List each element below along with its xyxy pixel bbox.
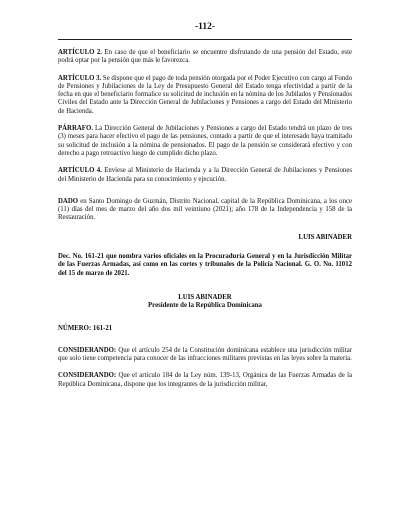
considerando-1-text: Que el artículo 254 de la Constitución dominicana establece una jurisdicción militar que solo tiene competencia para conocer de las infracciones militares previstas en las leyes sobre la materia.: [58, 346, 352, 363]
article-4-label: ARTÍCULO 4.: [58, 167, 102, 175]
page-number: -112-: [194, 22, 216, 32]
article-4: [58, 167, 352, 184]
article-2: [58, 49, 352, 66]
considerando-2: [58, 372, 352, 389]
dado-text: en Santo Domingo de Guzmán, Distrito Nacional, capital de la República Dominicana, a los once (11) días del mes de marzo del año dos mil veintiuno (2021); año 178 de la Independencia y 158 de la Restauración.: [58, 197, 352, 222]
article-4-text: Envíese al Ministerio de Hacienda y a la Dirección General de Jubilaciones y Pensiones del Ministerio de Hacienda para su conocimiento y ejecución.: [58, 167, 352, 183]
considerando-2-label: CONSIDERANDO:: [58, 372, 117, 380]
considerando-2-text: Que el artículo 184 de la Ley núm. 139-13, Orgánica de las Fuerzas Armadas de la República Dominicana, dispone que los integrantes de la jurisdicción militar,: [58, 372, 352, 388]
dado-clause: [58, 198, 352, 223]
article-3-label: ARTÍCULO 3.: [58, 74, 102, 82]
signature: LUIS ABINADER: [298, 233, 352, 241]
considerando-1-label: CONSIDERANDO:: [58, 346, 117, 354]
article-2-text: En caso de que el beneficiario se encuentre disfrutando de una pensión del Estado, este podrá optar por la pensión que más le favorezca.: [58, 49, 352, 65]
paragraph-text: La Dirección General de Jubilaciones y Pensiones a cargo del Estado tendrá un plazo de tres (3) meses para hacer efectivo el pago de las pensiones, contado a partir de que el interesado haya tramitado su solicitud de inclusión a la nómina de pensionados. El pago de la pensión se considerará efectivo y con derecho a pago retroactivo luego de cumplido dicho plazo.: [58, 125, 352, 157]
paragraph-label: PÁRRAFO.: [58, 125, 93, 133]
article-3-text: Se dispone que el pago de toda pensión otorgada por el Poder Ejecutivo con cargo al Fondo de Pensiones y Jubilaciones de la Ley de Presupuesto General del Estado tenga efectividad a partir de la fecha en que el beneficiario formalice su solicitud de inclusión en la nómina de los Jubilados y Pensionados Civiles del Estado ante la Dirección General de Jubilaciones y Pensiones a cargo del Estado del Ministerio de Hacienda.: [58, 74, 352, 115]
article-2-label: ARTÍCULO 2.: [58, 49, 102, 56]
article-3: [58, 75, 352, 116]
considerando-1: [58, 347, 352, 364]
president-name: LUIS ABINADER: [178, 293, 232, 301]
document-body: [58, 49, 352, 398]
paragraph: [58, 125, 352, 158]
header-rule: [58, 39, 352, 40]
dado-label: DADO: [58, 197, 79, 205]
decree-title: Dec. No. 161-21 que nombra varios oficiales en la Procuraduría General y en la Jurisdicción Militar de las Fuerzas Armadas, así como en las cortes y tribunales de la Policía Nacional. G. O. No. 11012 del 15 de marzo de 2021.: [58, 253, 352, 277]
decree-number: NÚMERO: 161-21: [58, 324, 113, 332]
president-title: Presidente de la República Dominicana: [148, 302, 262, 310]
